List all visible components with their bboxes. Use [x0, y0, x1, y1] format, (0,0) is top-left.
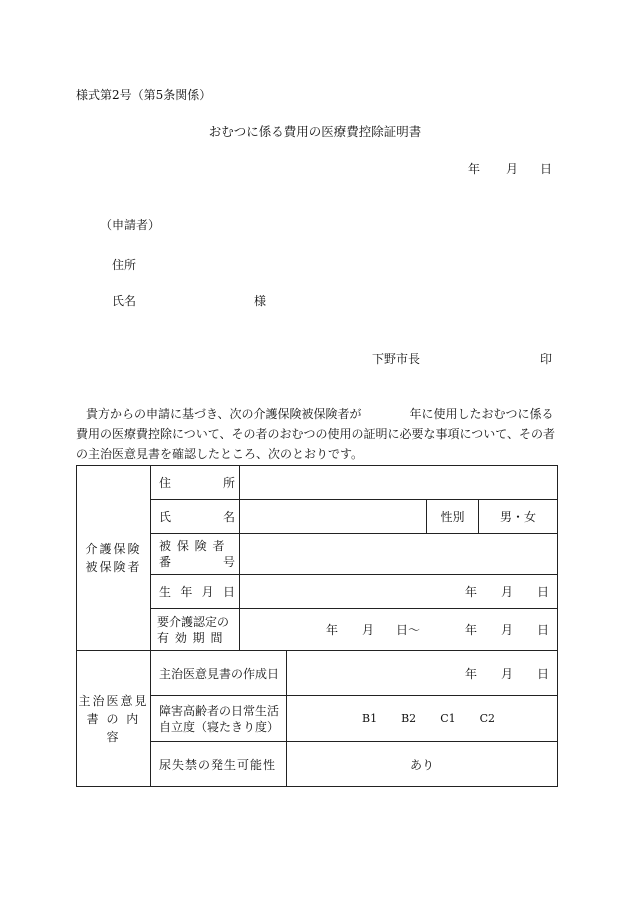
- validity-period-label: [151, 609, 240, 651]
- opinion-created-field[interactable]: [287, 651, 558, 696]
- body-line-1: 貴方からの申請に基づき、次の介護保険被保険者が 年に使用したおむつに係る: [86, 407, 554, 421]
- adl-label-line2: 自立度（寝たきり度）: [159, 719, 280, 734]
- created-year: 年: [464, 666, 477, 681]
- birthdate-label-4: 日: [222, 585, 235, 599]
- name-label: [151, 500, 240, 534]
- created-month: 月: [500, 666, 513, 681]
- certificate-table: [76, 465, 558, 787]
- birthdate-label-3: 月: [201, 585, 214, 599]
- insured-number-label-b: 号: [222, 555, 235, 569]
- applicant-heading: （申請者）: [100, 218, 161, 232]
- grade-c2[interactable]: C2: [479, 712, 496, 725]
- insured-number-label: [151, 534, 240, 575]
- form-number: 様式第2号（第5条関係）: [76, 88, 212, 102]
- created-day: 日: [536, 666, 549, 681]
- insured-number-label-line1: 被 保 険 者: [159, 539, 226, 553]
- validity-period-field[interactable]: [240, 609, 558, 651]
- sex-value[interactable]: 男・女: [479, 500, 558, 534]
- grade-b2[interactable]: B2: [401, 712, 417, 725]
- date-day: 日: [540, 162, 553, 176]
- body-line-2: 費用の医療費控除について、その者のおむつの使用の証明に必要な事項について、その者: [76, 427, 556, 441]
- name-label-a: 氏: [159, 510, 172, 524]
- grade-c1[interactable]: C1: [440, 712, 456, 725]
- period-from-month: 月: [362, 623, 375, 637]
- doctor-opinion-category: [77, 651, 151, 787]
- address-label-b: 所: [222, 476, 235, 490]
- validity-period-label-line2: 有 効 期 間: [157, 630, 224, 645]
- opinion-created-label: 主治医意見書の作成日: [151, 651, 287, 696]
- address-label-a: 住: [159, 476, 172, 490]
- grade-b1[interactable]: B1: [362, 712, 378, 725]
- insured-number-field[interactable]: [240, 534, 558, 575]
- insured-category-line1: 介護保険: [85, 542, 142, 556]
- period-from-year: 年: [326, 623, 339, 637]
- incontinence-value: あり: [410, 757, 435, 772]
- birthdate-day: 日: [536, 585, 549, 599]
- honorific-sama: 様: [254, 294, 267, 308]
- birthdate-field[interactable]: [240, 575, 558, 609]
- doctor-category-line1: 主治医意見: [78, 693, 149, 708]
- birthdate-label-1: 生: [159, 585, 172, 599]
- adl-level-field[interactable]: [287, 696, 558, 742]
- insured-number-label-a: 番: [159, 555, 172, 569]
- applicant-name-label: 氏名: [112, 294, 137, 308]
- birthdate-month: 月: [500, 585, 513, 599]
- period-to-year: 年: [464, 623, 477, 637]
- document-title: おむつに係る費用の医療費控除証明書: [208, 124, 422, 139]
- period-from-day: 日〜: [396, 623, 421, 637]
- address-field[interactable]: [240, 466, 558, 500]
- sex-label: 性別: [427, 500, 479, 534]
- period-to-day: 日: [536, 623, 549, 637]
- table-row: [77, 466, 558, 500]
- birthdate-year: 年: [464, 585, 477, 599]
- body-line-3: の主治医意見書を確認したところ、次のとおりです。: [76, 447, 364, 461]
- incontinence-field[interactable]: [287, 742, 558, 787]
- validity-period-label-line1: 要介護認定の: [157, 614, 230, 629]
- birthdate-label: [151, 575, 240, 609]
- period-to-month: 月: [500, 623, 513, 637]
- name-field[interactable]: [240, 500, 427, 534]
- date-year: 年: [468, 162, 481, 176]
- applicant-address-label: 住所: [112, 258, 137, 272]
- incontinence-label: 尿失禁の発生可能性: [151, 742, 287, 787]
- address-label: [151, 466, 240, 500]
- insured-category-line2: 被保険者: [85, 560, 142, 574]
- insured-category: [77, 466, 151, 651]
- adl-level-label: [151, 696, 287, 742]
- date-month: 月: [506, 162, 519, 176]
- table-row: [77, 651, 558, 696]
- birthdate-label-2: 年: [180, 585, 193, 599]
- issuer-mayor: 下野市長: [372, 352, 421, 366]
- doctor-category-line2: 書 の 内 容: [86, 711, 141, 744]
- name-label-b: 名: [222, 510, 235, 524]
- seal-mark: 印: [540, 352, 553, 366]
- adl-label-line1: 障害高齢者の日常生活: [159, 703, 280, 718]
